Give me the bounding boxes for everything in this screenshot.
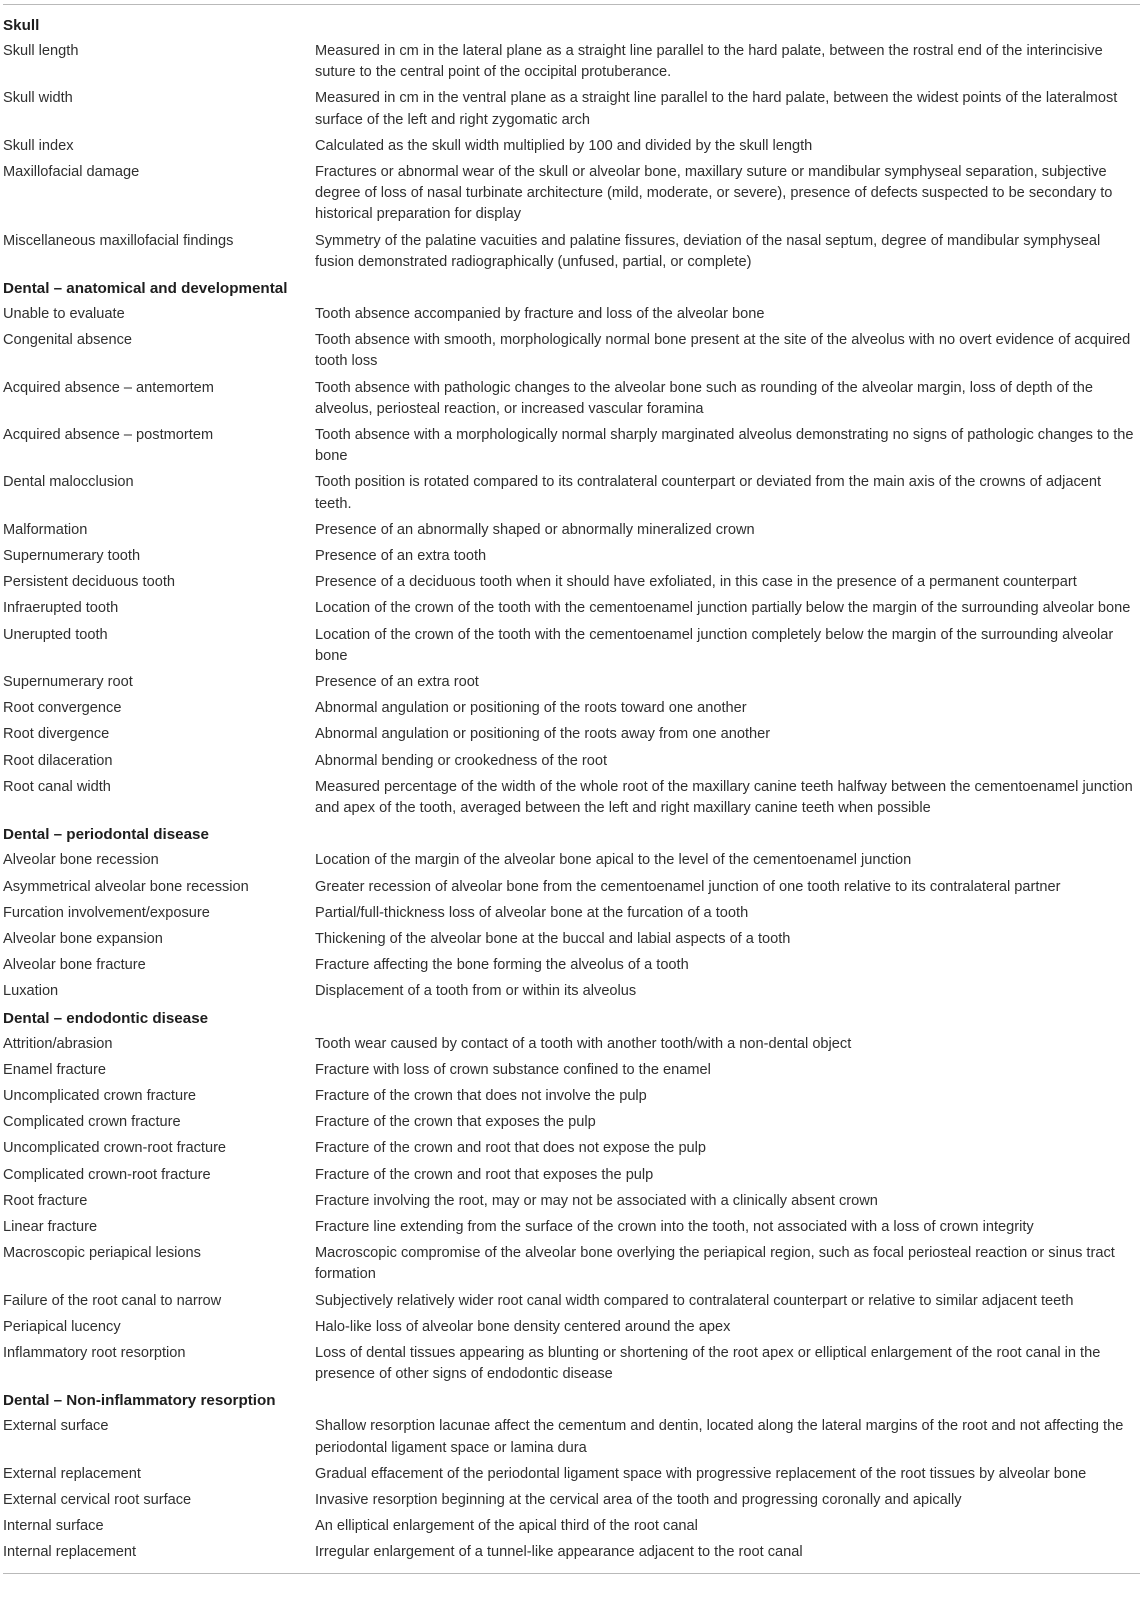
term-cell: Internal surface xyxy=(3,1518,104,1535)
table-row xyxy=(3,1163,1140,1189)
term-cell: Skull width xyxy=(3,90,73,107)
definition-cell: Fracture affecting the bone forming the alveolus of a tooth xyxy=(315,957,689,974)
term-cell: Root divergence xyxy=(3,726,110,743)
term-cell: Root canal width xyxy=(3,778,111,795)
table-row xyxy=(3,1540,1140,1566)
term-cell: Congenital absence xyxy=(3,332,133,349)
definition-cell: Symmetry of the palatine vacuities and palatine fissures, deviation of the nasal septum, degree of mandibular symphyseal fusion demonstrated radiographically (unfused, partial, or complete) xyxy=(315,232,1101,270)
definition-cell: Location of the margin of the alveolar bone apical to the level of the cementoenamel junction xyxy=(315,852,912,869)
table-row xyxy=(3,596,1140,622)
term-cell: Miscellaneous maxillofacial findings xyxy=(3,232,234,249)
term-cell: Uncomplicated crown-root fracture xyxy=(3,1140,227,1157)
table-row xyxy=(3,1462,1140,1488)
table-row xyxy=(3,229,1140,276)
definition-cell: Fracture of the crown that does not involve the pulp xyxy=(315,1087,647,1104)
section-heading: Skull xyxy=(3,17,40,34)
definition-cell: Loss of dental tissues appearing as blunting or shortening of the root apex or elliptical enlargement of the root canal in the presence of other signs of endodontic disease xyxy=(315,1344,1101,1383)
definition-cell: Subjectively relatively wider root canal width compared to contralateral counterpart or relative to similar adjacent teeth xyxy=(315,1292,1074,1309)
definition-cell: Presence of an abnormally shaped or abnormally mineralized crown xyxy=(315,521,755,538)
table-row xyxy=(3,927,1140,953)
table-row xyxy=(3,1058,1140,1084)
term-cell: Acquired absence – postmortem xyxy=(3,427,214,444)
term-cell: Asymmetrical alveolar bone recession xyxy=(3,878,249,895)
definition-cell: Presence of an extra root xyxy=(315,674,479,691)
term-cell: Complicated crown-root fracture xyxy=(3,1166,211,1183)
table-row xyxy=(3,1032,1140,1058)
definition-cell: Irregular enlargement of a tunnel-like appearance adjacent to the root canal xyxy=(315,1544,803,1561)
definition-cell: Fracture involving the root, may or may not be associated with a clinically absent crown xyxy=(315,1192,878,1209)
definition-cell: Macroscopic compromise of the alveolar bone overlying the periapical region, such as focal periosteal reaction or sinus tract formation xyxy=(315,1245,1115,1283)
table-row xyxy=(3,696,1140,722)
term-cell: Luxation xyxy=(3,983,59,1000)
definition-cell: Thickening of the alveolar bone at the buccal and labial aspects of a tooth xyxy=(315,930,791,947)
section-heading: Dental – anatomical and developmental xyxy=(3,280,288,298)
term-cell: Persistent deciduous tooth xyxy=(3,574,175,591)
table-row xyxy=(3,160,1140,229)
table-row xyxy=(3,1514,1140,1540)
table-row xyxy=(3,570,1140,596)
definition-cell: Location of the crown of the tooth with the cementoenamel junction completely below the margin of the surrounding alveolar bone xyxy=(315,626,1114,664)
table-row xyxy=(3,1241,1140,1288)
section-heading: Dental – periodontal disease xyxy=(3,826,209,844)
term-cell: Skull index xyxy=(3,137,74,154)
table-row xyxy=(3,1215,1140,1241)
definition-cell: Fracture with loss of crown substance confined to the enamel xyxy=(315,1061,711,1078)
term-cell: Linear fracture xyxy=(3,1218,98,1235)
section-heading: Dental – Non-inflammatory resorption xyxy=(3,1392,276,1410)
term-cell: Unerupted tooth xyxy=(3,626,108,643)
definition-cell: Greater recession of alveolar bone from the cementoenamel junction of one tooth relative to its contralateral partner xyxy=(315,878,1061,895)
term-cell: Supernumerary tooth xyxy=(3,548,141,565)
term-cell: Root convergence xyxy=(3,700,122,717)
definition-cell: Tooth absence with a morphologically normal sharply marginated alveolus demonstrating no signs of pathologic changes to the bone xyxy=(315,427,1134,465)
definition-cell: Measured in cm in the ventral plane as a straight line parallel to the hard palate, between the widest points of the lateralmost surface of the left and right zygomatic arch xyxy=(315,90,1118,128)
table-row xyxy=(3,1289,1140,1315)
term-cell: Inflammatory root resorption xyxy=(3,1344,186,1361)
definition-cell: Tooth absence accompanied by fracture and loss of the alveolar bone xyxy=(315,306,765,323)
definition-cell: Shallow resorption lacunae affect the cementum and dentin, located along the lateral margins of the root and not affecting the periodontal ligament space or lamina dura xyxy=(315,1418,1124,1456)
term-cell: Periapical lucency xyxy=(3,1318,121,1335)
definition-cell: Fracture of the crown that exposes the pulp xyxy=(315,1114,596,1131)
table-row xyxy=(3,1341,1140,1388)
table-row xyxy=(3,470,1140,517)
term-cell: External surface xyxy=(3,1418,109,1435)
term-cell: Malformation xyxy=(3,521,88,538)
term-cell: Dental malocclusion xyxy=(3,474,134,491)
table-row xyxy=(3,1136,1140,1162)
term-cell: Furcation involvement/exposure xyxy=(3,904,210,921)
term-cell: Maxillofacial damage xyxy=(3,164,140,181)
definition-cell: Tooth position is rotated compared to its contralateral counterpart or deviated from the main axis of the crowns of adjacent teeth. xyxy=(315,474,1102,512)
term-cell: Infraerupted tooth xyxy=(3,600,119,617)
table-row xyxy=(3,1189,1140,1215)
term-cell: Macroscopic periapical lesions xyxy=(3,1245,201,1262)
table-row xyxy=(3,376,1140,423)
definition-cell: Fracture line extending from the surface of the crown into the tooth, not associated with a loss of crown integrity xyxy=(315,1218,1034,1235)
definitions-table xyxy=(3,4,1140,1574)
definition-cell: Measured percentage of the width of the whole root of the maxillary canine teeth halfway between the cementoenamel junction and apex of the tooth, averaged between the left and right maxillary canine teeth when possible xyxy=(315,778,1133,817)
table-row xyxy=(3,86,1140,133)
term-cell: Complicated crown fracture xyxy=(3,1114,181,1131)
table-row xyxy=(3,1110,1140,1136)
definition-cell: Invasive resorption beginning at the cervical area of the tooth and progressing coronally and apically xyxy=(315,1491,962,1508)
definition-cell: Presence of an extra tooth xyxy=(315,548,487,565)
table-row xyxy=(3,1414,1140,1461)
term-cell: Failure of the root canal to narrow xyxy=(3,1292,222,1309)
term-cell: Skull length xyxy=(3,43,79,59)
definition-cell: Calculated as the skull width multiplied by 100 and divided by the skull length xyxy=(315,137,813,154)
term-cell: Alveolar bone recession xyxy=(3,852,159,869)
term-cell: Alveolar bone fracture xyxy=(3,957,146,974)
section-heading: Dental – endodontic disease xyxy=(3,1009,209,1027)
definition-cell: Tooth wear caused by contact of a tooth with another tooth/with a non-dental object xyxy=(315,1035,852,1052)
term-cell: Uncomplicated crown fracture xyxy=(3,1087,197,1104)
term-cell: Acquired absence – antemortem xyxy=(3,379,214,396)
table-row xyxy=(3,328,1140,375)
definition-cell: Displacement of a tooth from or within its alveolus xyxy=(315,983,637,1000)
table-row xyxy=(3,749,1140,775)
table-row xyxy=(3,775,1140,822)
table-row xyxy=(3,953,1140,979)
table-row xyxy=(3,1315,1140,1341)
term-cell: Root fracture xyxy=(3,1192,88,1209)
table-row xyxy=(3,623,1140,670)
term-cell: Internal replacement xyxy=(3,1544,137,1561)
table-row xyxy=(3,518,1140,544)
definition-cell: Abnormal angulation or positioning of the roots toward one another xyxy=(315,700,747,717)
definition-cell: Presence of a deciduous tooth when it should have exfoliated, in this case in the presence of a permanent counterpart xyxy=(315,574,1077,591)
table-row xyxy=(3,39,1140,86)
term-cell: Alveolar bone expansion xyxy=(3,930,163,947)
definition-cell: Gradual effacement of the periodontal ligament space with progressive replacement of the root tissues by alveolar bone xyxy=(315,1465,1087,1482)
term-cell: Attrition/abrasion xyxy=(3,1035,113,1052)
definition-cell: Fracture of the crown and root that does not expose the pulp xyxy=(315,1140,707,1157)
term-cell: Unable to evaluate xyxy=(3,306,125,323)
table-row xyxy=(3,1084,1140,1110)
definition-cell: Abnormal bending or crookedness of the root xyxy=(315,752,608,769)
definition-cell: Tooth absence with pathologic changes to the alveolar bone such as rounding of the alveolar margin, loss of depth of the alveolus, periosteal reaction, or increased vascular foramina xyxy=(315,379,1094,417)
definition-cell: Tooth absence with smooth, morphologically normal bone present at the site of the alveolus with no overt evidence of acquired tooth loss xyxy=(315,332,1131,370)
table-row xyxy=(3,979,1140,1005)
term-cell: Root dilaceration xyxy=(3,752,113,769)
definition-cell: Measured in cm in the lateral plane as a straight line parallel to the hard palate, between the rostral end of the interincisive suture to the central point of the occipital protuberance. xyxy=(315,43,1103,81)
table-row xyxy=(3,134,1140,160)
definition-cell: Halo-like loss of alveolar bone density centered around the apex xyxy=(315,1318,731,1335)
definition-cell: Location of the crown of the tooth with the cementoenamel junction partially below the margin of the surrounding alveolar bone xyxy=(315,600,1131,617)
table-row xyxy=(3,302,1140,328)
term-cell: Supernumerary root xyxy=(3,674,133,691)
table-row xyxy=(3,722,1140,748)
definition-cell: Fractures or abnormal wear of the skull or alveolar bone, maxillary suture or mandibular symphyseal separation, subjective degree of loss of nasal turbinate architecture (mild, moderate, or severe), presence of defects suspected to be secondary to historical preparation for display xyxy=(315,164,1113,223)
definition-cell: Abnormal angulation or positioning of the roots away from one another xyxy=(315,726,771,743)
definition-cell: An elliptical enlargement of the apical third of the root canal xyxy=(315,1518,698,1535)
table-row xyxy=(3,670,1140,696)
definition-cell: Fracture of the crown and root that exposes the pulp xyxy=(315,1166,654,1183)
table-row xyxy=(3,423,1140,470)
table-row xyxy=(3,544,1140,570)
term-cell: External replacement xyxy=(3,1465,141,1482)
table-row xyxy=(3,901,1140,927)
term-cell: Enamel fracture xyxy=(3,1061,107,1078)
definition-cell: Partial/full-thickness loss of alveolar bone at the furcation of a tooth xyxy=(315,904,749,921)
table-row xyxy=(3,1488,1140,1514)
table-row xyxy=(3,875,1140,901)
table-row xyxy=(3,848,1140,874)
term-cell: External cervical root surface xyxy=(3,1491,192,1508)
